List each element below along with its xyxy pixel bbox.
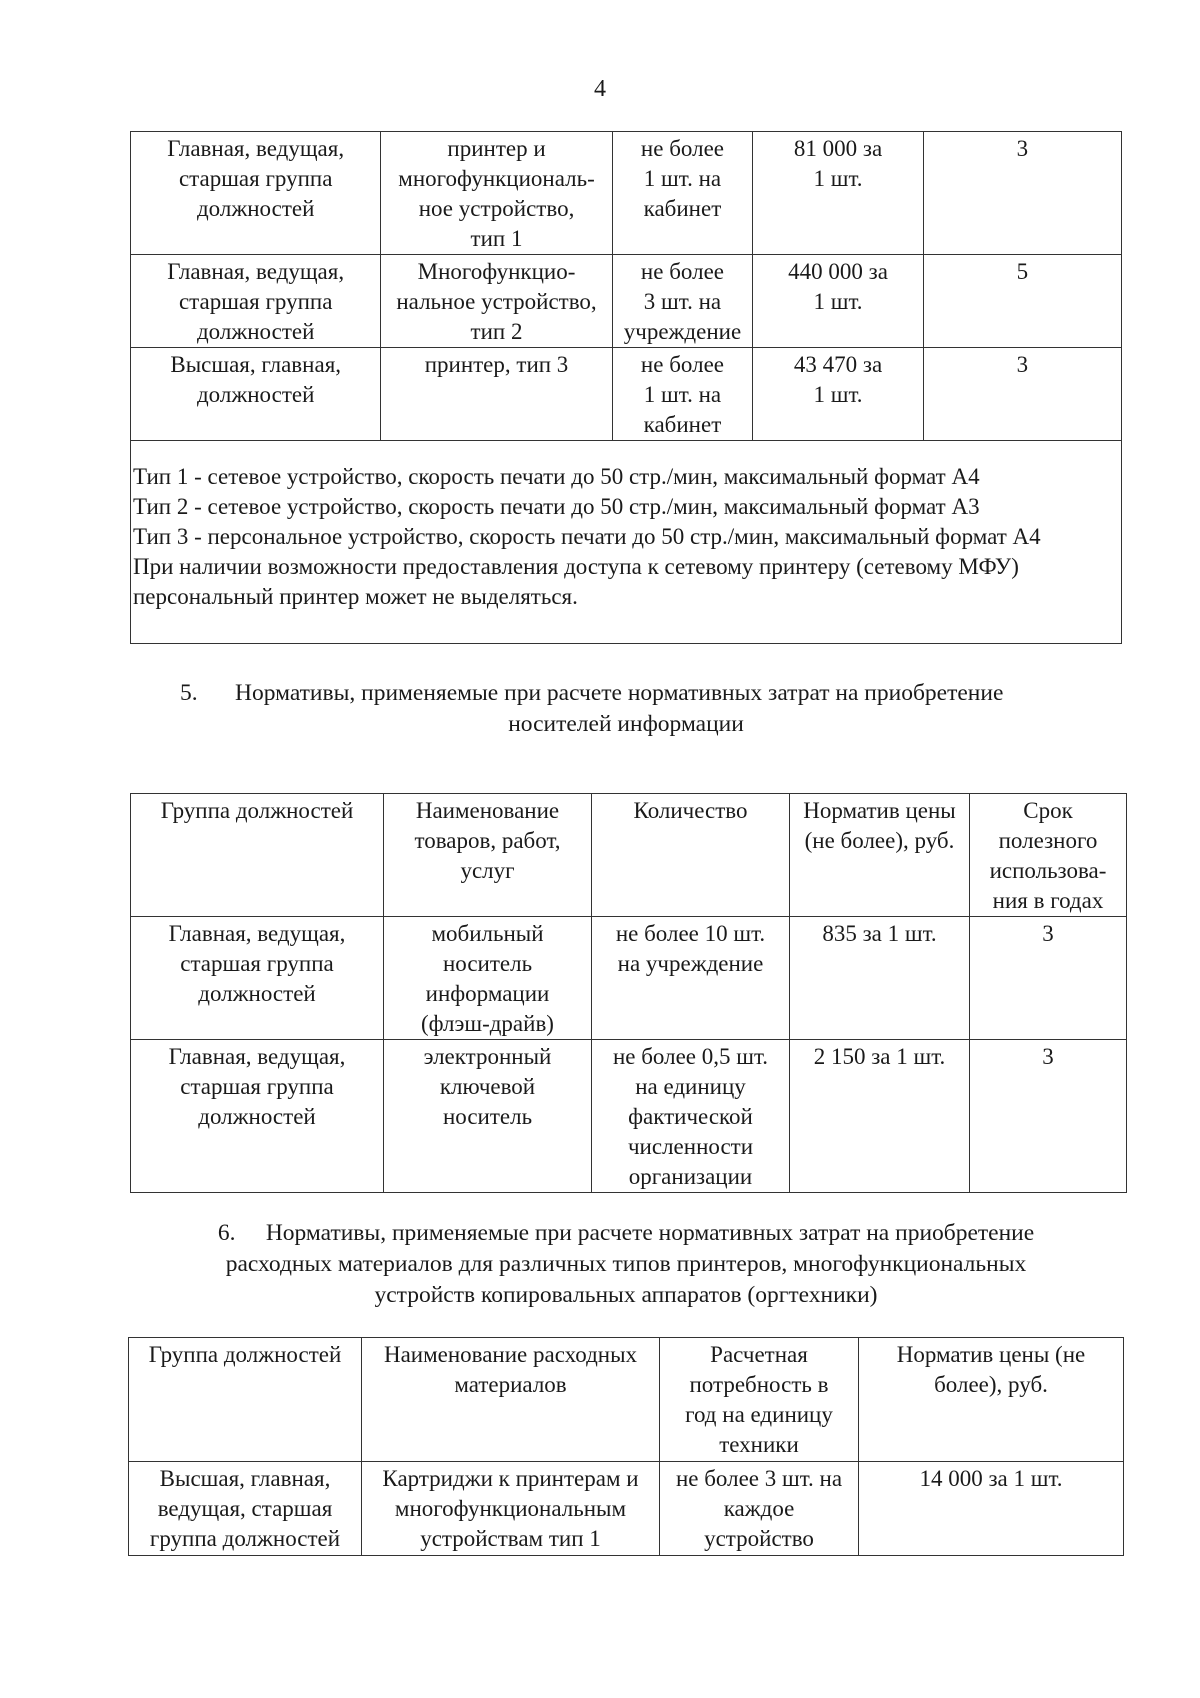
table-cell: принтер и многофункциональ- ное устройство, тип 1 [381, 132, 612, 255]
table-cell: Многофункцио- нальное устройство, тип 2 [381, 255, 612, 348]
section-title-line: Нормативы, применяемые при расчете нормативных затрат на приобретение [265, 1220, 1035, 1246]
column-header: Норматив цены (не более), руб. [790, 794, 970, 917]
table-cell: Главная, ведущая, старшая группа должностей [131, 255, 381, 348]
column-header: Норматив цены (не более), руб. [859, 1338, 1124, 1462]
table-cell: принтер, тип 3 [381, 348, 612, 441]
table-cell: 2 150 за 1 шт. [790, 1040, 970, 1193]
table-row [131, 917, 1127, 1040]
table-cell: 14 000 за 1 шт. [859, 1462, 1124, 1556]
table-row [131, 348, 1122, 441]
note-line: При наличии возможности предоставления доступа к сетевому принтеру (сетевому МФУ) персональный принтер может не выделяться. [133, 554, 1019, 609]
section-title-line: носителей информации [508, 711, 744, 737]
table-cell: не более 0,5 шт. на единицу фактической численности организации [592, 1040, 790, 1193]
table-cell: 3 [923, 348, 1121, 441]
section-number: 6. [217, 1220, 236, 1246]
table-cell: не более 10 шт. на учреждение [592, 917, 790, 1040]
column-header: Наименование товаров, работ, услуг [384, 794, 592, 917]
table-cell: Высшая, главная, должностей [131, 348, 381, 441]
section-title-line: Нормативы, применяемые при расчете нормативных затрат на приобретение [235, 680, 1004, 706]
table-cell: мобильный носитель информации (флэш-драйв) [384, 917, 592, 1040]
table-cell: Главная, ведущая, старшая группа должностей [131, 917, 384, 1040]
table-row [131, 255, 1122, 348]
table-cell: Высшая, главная, ведущая, старшая группа должностей [129, 1462, 362, 1556]
section-5-title [130, 678, 1122, 740]
table-cell: 3 [970, 1040, 1127, 1193]
table-row [131, 1040, 1127, 1193]
section-title-line: устройств копировальных аппаратов (оргтехники) [374, 1282, 878, 1308]
table-cell: 5 [923, 255, 1121, 348]
table-header-row [131, 794, 1127, 917]
section-6-title [130, 1218, 1122, 1311]
page-number: 4 [594, 76, 606, 102]
column-header: Группа должностей [129, 1338, 362, 1462]
consumables-table [128, 1337, 1124, 1556]
table-cell: Главная, ведущая, старшая группа должностей [131, 1040, 384, 1193]
table-cell: не более 3 шт. на каждое устройство [660, 1462, 859, 1556]
table-cell: 835 за 1 шт. [790, 917, 970, 1040]
table-cell: не более 1 шт. на кабинет [612, 348, 753, 441]
table-row [129, 1462, 1124, 1556]
table-cell: не более 3 шт. на учреждение [612, 255, 753, 348]
device-type-notes [130, 434, 1122, 644]
note-line: Тип 2 - сетевое устройство, скорость печати до 50 стр./мин, максимальный формат А3 [133, 494, 980, 519]
printers-table [130, 131, 1122, 441]
table-cell: 3 [970, 917, 1127, 1040]
column-header: Группа должностей [131, 794, 384, 917]
media-table [130, 793, 1127, 1193]
table-cell: 43 470 за 1 шт. [753, 348, 923, 441]
table-cell: не более 1 шт. на кабинет [612, 132, 753, 255]
table-cell: 440 000 за 1 шт. [753, 255, 923, 348]
column-header: Расчетная потребность в год на единицу техники [660, 1338, 859, 1462]
table-row [131, 132, 1122, 255]
note-line: Тип 1 - сетевое устройство, скорость печати до 50 стр./мин, максимальный формат А4 [133, 464, 980, 489]
column-header: Наименование расходных материалов [362, 1338, 660, 1462]
section-title-line: расходных материалов для различных типов принтеров, многофункциональных [225, 1251, 1027, 1277]
column-header: Количество [592, 794, 790, 917]
table-cell: электронный ключевой носитель [384, 1040, 592, 1193]
table-header-row [129, 1338, 1124, 1462]
table-cell: 81 000 за 1 шт. [753, 132, 923, 255]
section-number: 5. [180, 680, 198, 706]
column-header: Срок полезного использова- ния в годах [970, 794, 1127, 917]
table-cell: 3 [923, 132, 1121, 255]
note-line: Тип 3 - персональное устройство, скорость печати до 50 стр./мин, максимальный формат А4 [133, 524, 1041, 549]
table-cell: Главная, ведущая, старшая группа должностей [131, 132, 381, 255]
table-cell: Картриджи к принтерам и многофункциональным устройствам тип 1 [362, 1462, 660, 1556]
